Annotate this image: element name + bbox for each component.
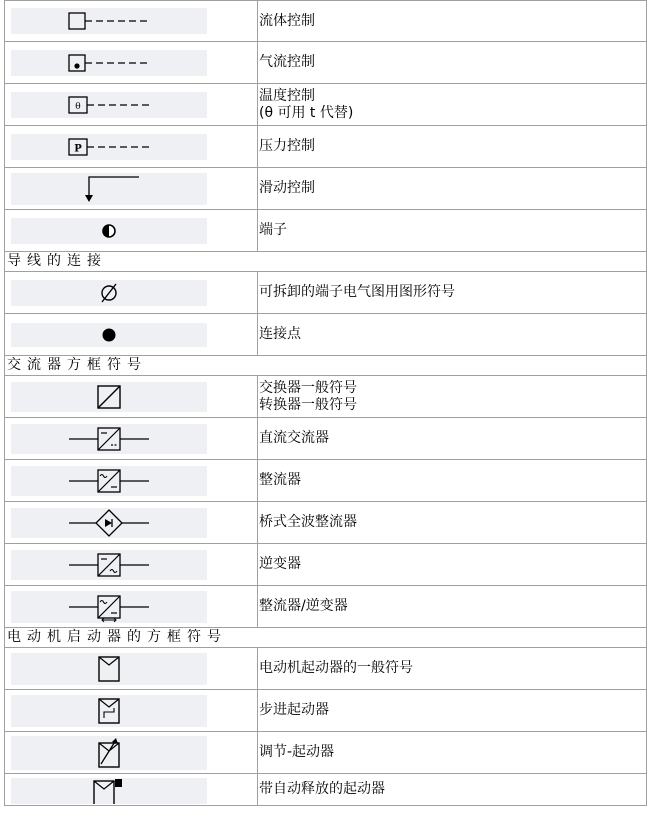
section-title: 导线的连接: [5, 252, 647, 272]
symbol-cell: [5, 502, 258, 544]
description-text: 滑动控制: [259, 180, 315, 196]
symbol-cell: [5, 84, 258, 126]
converter-general-icon: [11, 382, 207, 412]
symbol-table: [4, 0, 647, 806]
symbol-p-label: P: [74, 143, 82, 154]
gas-control-icon: [11, 50, 207, 76]
description-text: 可拆卸的端子电气图用图形符号: [259, 284, 455, 300]
dc-converter-icon: [11, 424, 207, 454]
symbol-theta-label: θ: [75, 101, 81, 112]
symbol-cell: [5, 690, 258, 732]
table-row: [5, 648, 647, 690]
description-text: 气流控制: [259, 54, 315, 70]
table-row: [5, 376, 647, 418]
description-cell: [258, 774, 647, 806]
description-cell: [258, 544, 647, 586]
symbol-cell: [5, 1, 258, 42]
description-cell: [258, 690, 647, 732]
symbol-cell: [5, 314, 258, 356]
description-cell: [258, 648, 647, 690]
description-cell: [258, 84, 647, 126]
table-row: [5, 732, 647, 774]
temperature-control-icon: [11, 92, 207, 118]
symbol-cell: [5, 586, 258, 628]
inverter-icon: [11, 550, 207, 580]
symbol-cell: [5, 774, 258, 806]
description-cell: [258, 126, 647, 168]
detachable-terminal-icon: [11, 280, 207, 306]
fluid-control-icon: [11, 8, 207, 34]
description-text: 流体控制: [259, 12, 315, 29]
motor-starter-icon: [11, 653, 207, 685]
description-text: 桥式全波整流器: [259, 514, 357, 530]
description-text: 温度控制: [259, 87, 315, 104]
step-starter-icon: [11, 695, 207, 727]
symbol-cell: [5, 418, 258, 460]
description-cell: [258, 732, 647, 774]
section-title: 电动机启动器的方框符号: [5, 628, 647, 648]
description-cell: [258, 418, 647, 460]
auto-release-starter-icon: [11, 778, 207, 804]
section-row: [5, 252, 647, 272]
rectifier-icon: [11, 466, 207, 496]
connection-point-icon: [11, 323, 207, 347]
table-row: [5, 314, 647, 356]
description-note: (θ 可用 t 代替): [259, 104, 354, 121]
terminal-icon: [11, 218, 207, 244]
description-cell: [258, 502, 647, 544]
symbol-cell: [5, 544, 258, 586]
table-row: [5, 544, 647, 586]
description-text: 逆变器: [259, 556, 301, 572]
symbol-cell: [5, 42, 258, 84]
section-row: [5, 628, 647, 648]
description-cell: [258, 376, 647, 418]
description-text: 交换器一般符号: [259, 379, 357, 396]
slide-control-icon: [11, 173, 207, 205]
description-cell: [258, 168, 647, 210]
description-cell: [258, 460, 647, 502]
symbol-cell: [5, 376, 258, 418]
pressure-control-icon: [11, 134, 207, 160]
rectifier-inverter-icon: [11, 591, 207, 623]
description-text: 整流器: [259, 472, 301, 488]
table-row: [5, 272, 647, 314]
description-cell: [258, 1, 647, 42]
table-row: [5, 502, 647, 544]
description-cell: [258, 42, 647, 84]
description-text: 带自动释放的起动器: [259, 781, 385, 797]
description-cell: [258, 314, 647, 356]
symbol-cell: [5, 168, 258, 210]
description-text: 端子: [259, 222, 287, 238]
table-row: [5, 168, 647, 210]
table-row: [5, 774, 647, 806]
description-text: 整流器/逆变器: [259, 598, 348, 614]
table-row: [5, 42, 647, 84]
bridge-rectifier-icon: [11, 508, 207, 538]
description-text: 步进起动器: [259, 702, 329, 718]
section-row: [5, 356, 647, 376]
description-cell: [258, 210, 647, 252]
description-cell: [258, 272, 647, 314]
adjustable-starter-icon: [11, 736, 207, 770]
table-row: [5, 460, 647, 502]
symbol-cell: [5, 126, 258, 168]
description-text: 直流交流器: [259, 430, 329, 446]
table-row: [5, 690, 647, 732]
description-text: 转换器一般符号: [259, 396, 357, 413]
symbol-cell: [5, 272, 258, 314]
description-text: 电动机起动器的一般符号: [259, 660, 413, 676]
description-cell: [258, 586, 647, 628]
table-row: [5, 210, 647, 252]
description-text: 连接点: [259, 326, 301, 342]
section-title: 交流器方框符号: [5, 356, 647, 376]
table-row: [5, 84, 647, 126]
symbol-cell: [5, 648, 258, 690]
table-row: [5, 126, 647, 168]
description-text: 压力控制: [259, 138, 315, 154]
table-row: [5, 1, 647, 42]
symbol-cell: [5, 210, 258, 252]
table-row: [5, 418, 647, 460]
symbol-cell: [5, 460, 258, 502]
symbol-cell: [5, 732, 258, 774]
description-text: 调节-起动器: [259, 744, 335, 760]
table-row: [5, 586, 647, 628]
